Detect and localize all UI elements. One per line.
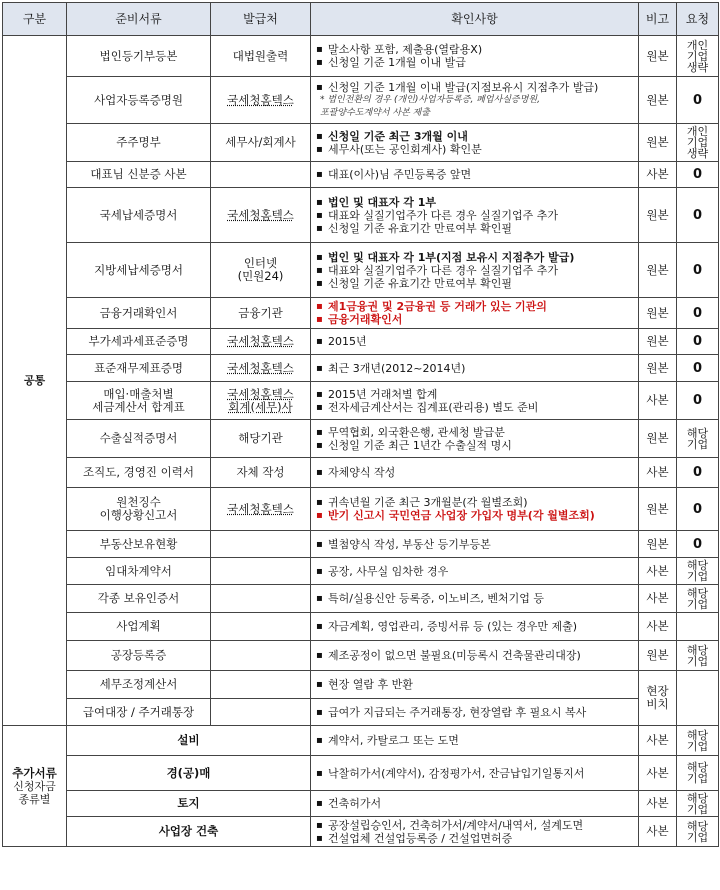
check-item-list [314,797,635,810]
table-row [3,756,719,791]
check-items-cell [311,817,639,847]
document-name: 공장등록증 [67,641,211,671]
group-common-cell: 공통 [3,36,67,726]
check-item: ▪ 신청일 기준 1개월 이내 발급(지점보유시 지점추가 발급) [314,81,635,94]
check-item-list [314,767,635,780]
check-items-cell [311,613,639,641]
check-item-list [314,43,635,69]
table-row [3,420,719,458]
issuer-name [211,641,311,671]
check-item-list [314,388,635,414]
document-name: 부가세과세표준증명 [67,329,211,355]
request-cell: 0 [677,162,719,188]
note-cell: 원본 [639,243,677,298]
note-cell: 사본 [639,791,677,817]
document-checklist-table [2,2,719,847]
extra-document-name: 사업장 건축 [67,817,311,847]
request-cell: 0 [677,458,719,488]
table-row [3,641,719,671]
table-row [3,613,719,641]
request-cell: 0 [677,298,719,329]
issuer-name: 국세청홈텍스 [211,355,311,382]
request-cell: 해당 기업 [677,791,719,817]
request-cell [677,613,719,641]
issuer-name [211,162,311,188]
check-item: ▪ 무역협회, 외국환은행, 관세청 발급분 [314,426,635,439]
check-item: ▪ 낙찰허가서(계약서), 감정평가서, 잔금납입기일통지서 [314,767,635,780]
group-extra-label: 종류별 [18,792,51,806]
request-cell: 해당 기업 [677,726,719,756]
header-check-items: 확인사항 [311,3,639,36]
document-name: 수출실적증명서 [67,420,211,458]
issuer-name [211,699,311,726]
document-name: 각종 보유인증서 [67,585,211,613]
check-items-cell [311,756,639,791]
header-row [3,3,719,36]
issuer-name: 세무사/회계사 [211,124,311,162]
check-item-list [314,819,635,845]
table-row [3,162,719,188]
check-item: ▪ 제1금융권 및 2금융권 등 거래가 있는 기관의 [314,300,635,313]
check-item: ▪ 신청일 기준 최근 1년간 수출실적 명시 [314,439,635,452]
check-items-cell [311,382,639,420]
document-name: 사업자등록증명원 [67,77,211,124]
check-items-cell [311,726,639,756]
check-item: ▪ 신청일 기준 최근 3개월 이내 [314,130,635,143]
document-name: 임대차계약서 [67,558,211,585]
issuer-name: 자체 작성 [211,458,311,488]
document-name: 매입·매출처별 세금계산서 합계표 [67,382,211,420]
request-cell: 0 [677,382,719,420]
check-item: ▪ 대표와 실질기업주가 다른 경우 실질기업주 추가 [314,209,635,222]
check-item: ▪ 신청일 기준 유효기간 만료여부 확인필 [314,277,635,290]
note-cell: 사본 [639,585,677,613]
table-row [3,558,719,585]
note-cell: 원본 [639,641,677,671]
note-cell: 사본 [639,162,677,188]
check-item: ▪ 건설업체 건설업등록증 / 건설업면허증 [314,832,635,845]
check-item-list [314,130,635,156]
check-item-list [314,426,635,452]
check-item: ▪ 2015년 [314,335,635,348]
note-cell: 현장 비치 [639,671,677,726]
request-cell: 해당 기업 [677,558,719,585]
check-item-list [314,81,635,120]
group-extra-label: 추가서류 [12,765,57,780]
check-item: 포괄양수도계약서 사본 제출 [320,107,431,118]
table-row [3,585,719,613]
check-items-cell [311,458,639,488]
check-item-list [314,466,635,479]
document-name: 부동산보유현황 [67,531,211,558]
issuer-name [211,585,311,613]
check-item: ▪ 특허/실용신안 등록증, 이노비즈, 벤처기업 등 [314,592,635,605]
issuer-name: 해당기관 [211,420,311,458]
check-item-list [314,592,635,605]
header-request: 요청 [677,3,719,36]
request-cell: 해당 기업 [677,817,719,847]
request-cell: 해당 기업 [677,756,719,791]
document-name: 금융거래확인서 [67,298,211,329]
note-cell: 사본 [639,458,677,488]
check-items-cell [311,531,639,558]
request-cell: 해당 기업 [677,420,719,458]
table-row [3,671,719,699]
check-item: ▪ 귀속년월 기준 최근 3개월분(각 월별조회) [314,496,635,509]
table-row [3,458,719,488]
note-cell: 원본 [639,329,677,355]
check-item-list [314,496,635,522]
check-item: ▪ 대표와 실질기업주가 다른 경우 실질기업주 추가 [314,264,635,277]
request-cell: 0 [677,188,719,243]
check-item: ▪ 대표(이사)님 주민등록증 앞면 [314,168,635,181]
document-name: 표준재무제표증명 [67,355,211,382]
issuer-name: 국세청홈텍스 회계(세무)사 [211,382,311,420]
issuer-name: 인터넷 (민원24) [211,243,311,298]
check-items-cell [311,36,639,77]
issuer-name [211,558,311,585]
check-items-cell [311,585,639,613]
table-row [3,726,719,756]
check-items-cell [311,329,639,355]
note-cell: 원본 [639,36,677,77]
extra-document-name: 경(공)매 [67,756,311,791]
check-items-cell [311,162,639,188]
check-item: ▪ 세무사(또는 공인회계사) 확인분 [314,143,635,156]
check-items-cell [311,243,639,298]
check-item: ▪ 제조공정이 없으면 불필요(미등록시 건축물관리대장) [314,649,635,662]
check-item: ▪ 반기 신고시 국민연금 사업장 가입자 명부(각 월별조회) [314,509,635,522]
document-name: 지방세납세증명서 [67,243,211,298]
check-items-cell [311,641,639,671]
table-row [3,791,719,817]
check-item: ▪ 금융거래확인서 [314,313,635,326]
check-item-list [314,565,635,578]
issuer-name: 대법원출력 [211,36,311,77]
document-name: 급여대장 / 주거래통장 [67,699,211,726]
check-item-list [314,335,635,348]
check-item-list [314,196,635,235]
document-name: 법인등기부등본 [67,36,211,77]
request-cell: 0 [677,243,719,298]
document-name: 사업계획 [67,613,211,641]
check-item: ▪ 최근 3개년(2012~2014년) [314,362,635,375]
issuer-name [211,671,311,699]
check-item: ▪ 공장설립승인서, 건축허가서/계약서/내역서, 설계도면 [314,819,635,832]
document-name: 대표님 신분증 사본 [67,162,211,188]
check-item: ▪ 전자세금계산서는 집계표(관리용) 별도 준비 [314,401,635,414]
check-items-cell [311,488,639,531]
table-row [3,188,719,243]
document-name: 조직도, 경영진 이력서 [67,458,211,488]
document-name: 주주명부 [67,124,211,162]
check-items-cell [311,77,639,124]
check-items-cell [311,420,639,458]
table-row [3,329,719,355]
table-row [3,817,719,847]
check-item-list [314,300,635,326]
note-cell: 원본 [639,77,677,124]
request-cell [677,671,719,726]
request-cell: 해당 기업 [677,641,719,671]
document-name: 국세납세증명서 [67,188,211,243]
note-cell: 원본 [639,124,677,162]
document-name: 세무조정계산서 [67,671,211,699]
note-cell: 원본 [639,531,677,558]
check-item: * 법인전환의 경우 (개인)사업자등록증, 폐업사실증명원, [320,94,540,105]
check-item-list [314,251,635,290]
table-row [3,124,719,162]
table-row [3,355,719,382]
check-items-cell [311,699,639,726]
header-documents: 준비서류 [67,3,211,36]
table-row [3,243,719,298]
table-row [3,298,719,329]
check-item-list [314,734,635,747]
note-cell: 사본 [639,382,677,420]
note-cell: 원본 [639,420,677,458]
check-item-list [314,706,635,719]
check-items-cell [311,298,639,329]
table-row [3,36,719,77]
request-cell: 0 [677,329,719,355]
check-item: ▪ 자금계획, 영업관리, 증빙서류 등 (있는 경우만 제출) [314,620,635,633]
header-issuer: 발급처 [211,3,311,36]
check-item: ▪ 별첨양식 작성, 부동산 등기부등본 [314,538,635,551]
extra-document-name: 설비 [67,726,311,756]
check-items-cell [311,671,639,699]
check-item-list [314,538,635,551]
request-cell: 0 [677,488,719,531]
note-cell: 사본 [639,817,677,847]
check-item-list [314,362,635,375]
request-cell: 0 [677,531,719,558]
check-item-list [314,649,635,662]
table-row [3,531,719,558]
document-name: 원천징수 이행상황신고서 [67,488,211,531]
request-cell: 0 [677,355,719,382]
note-cell: 사본 [639,756,677,791]
issuer-name: 금융기관 [211,298,311,329]
check-item: ▪ 신청일 기준 유효기간 만료여부 확인필 [314,222,635,235]
check-item: ▪ 계약서, 카탈로그 또는 도면 [314,734,635,747]
check-item: ▪ 건축허가서 [314,797,635,810]
check-items-cell [311,558,639,585]
issuer-name: 국세청홈텍스 [211,77,311,124]
request-cell: 0 [677,77,719,124]
note-cell: 원본 [639,298,677,329]
request-cell: 해당 기업 [677,585,719,613]
request-cell: 개인 기업 생략 [677,124,719,162]
check-item: ▪ 자체양식 작성 [314,466,635,479]
check-items-cell [311,188,639,243]
check-item: ▪ 현장 열람 후 반환 [314,678,635,691]
check-item-list [314,620,635,633]
group-extra-label: 신청자금 [13,779,56,793]
check-item: ▪ 법인 및 대표자 각 1부(지점 보유시 지점추가 발급) [314,251,635,264]
extra-document-name: 토지 [67,791,311,817]
table-row [3,382,719,420]
note-cell: 사본 [639,558,677,585]
check-item-list [314,678,635,691]
check-items-cell [311,355,639,382]
table-row [3,488,719,531]
header-note: 비고 [639,3,677,36]
check-items-cell [311,791,639,817]
note-cell: 사본 [639,726,677,756]
header-gubun: 구분 [3,3,67,36]
request-cell: 개인 기업 생략 [677,36,719,77]
check-item: ▪ 말소사항 포함, 제출용(열람용X) [314,43,635,56]
check-item: ▪ 법인 및 대표자 각 1부 [314,196,635,209]
note-cell: 원본 [639,488,677,531]
group-extra-cell [3,726,67,847]
table-row [3,699,719,726]
issuer-name: 국세청홈텍스 [211,188,311,243]
issuer-name [211,613,311,641]
issuer-name: 국세청홈텍스 [211,329,311,355]
table-row [3,77,719,124]
note-cell: 사본 [639,613,677,641]
check-items-cell [311,124,639,162]
check-item: ▪ 2015년 거래처별 합계 [314,388,635,401]
check-item-list [314,168,635,181]
check-item: ▪ 급여가 지급되는 주거래통장, 현장열람 후 필요시 복사 [314,706,635,719]
check-item: ▪ 공장, 사무실 임차한 경우 [314,565,635,578]
issuer-name: 국세청홈텍스 [211,488,311,531]
note-cell: 원본 [639,355,677,382]
issuer-name [211,531,311,558]
note-cell: 원본 [639,188,677,243]
check-item: ▪ 신청일 기준 1개월 이내 발급 [314,56,635,69]
